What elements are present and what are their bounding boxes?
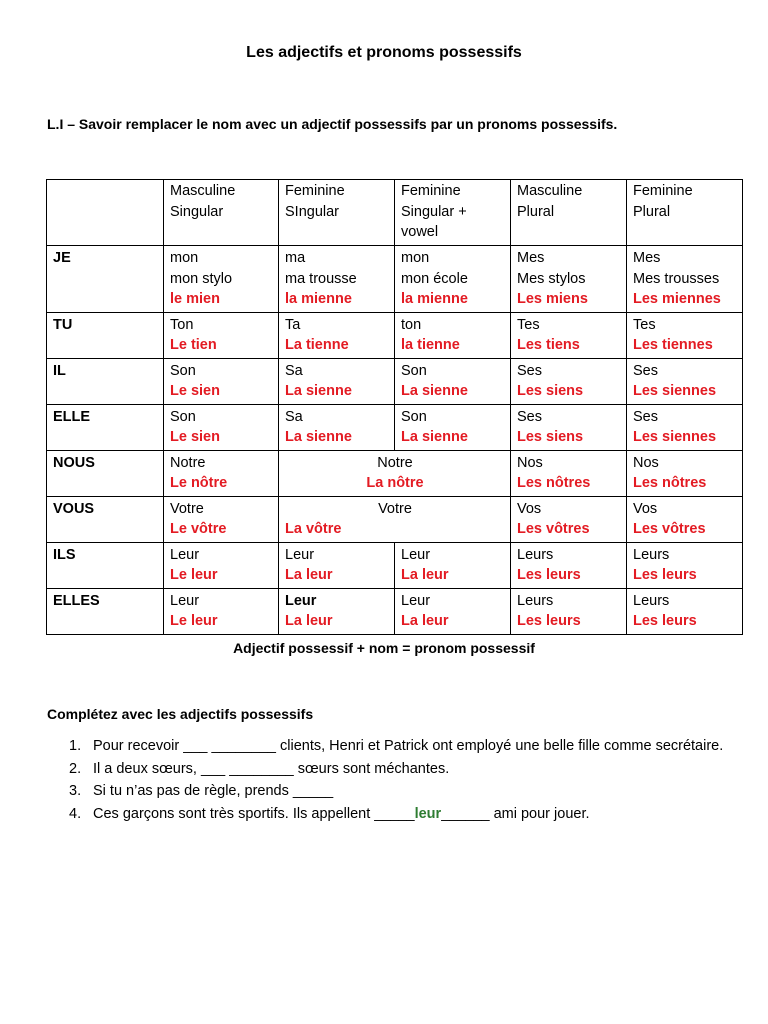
table-cell: Ta La tienne bbox=[279, 312, 395, 358]
table-cell: Sa La sienne bbox=[279, 404, 395, 450]
table-cell: Ton Le tien bbox=[164, 312, 279, 358]
table-cell: Leur La leur bbox=[279, 588, 395, 634]
table-cell: Sa La sienne bbox=[279, 358, 395, 404]
pronoun-label: ELLES bbox=[47, 588, 164, 634]
table-cell: Nos Les nôtres bbox=[511, 450, 627, 496]
exercise-item bbox=[47, 735, 737, 758]
table-cell: Ses Les siens bbox=[511, 404, 627, 450]
pronoun-label: JE bbox=[47, 246, 164, 313]
table-cell: Notre Le nôtre bbox=[164, 450, 279, 496]
pronoun-label: IL bbox=[47, 358, 164, 404]
table-cell: Leur Le leur bbox=[164, 542, 279, 588]
exercise-item bbox=[47, 758, 737, 781]
item-text: Si tu n’as pas de règle, prends _____ bbox=[93, 783, 334, 799]
exercise-item bbox=[47, 803, 737, 826]
header-feminine-singular-vowel: Feminine Singular + vowel bbox=[395, 180, 511, 246]
table-cell: Leur Le leur bbox=[164, 588, 279, 634]
item-text: Pour recevoir ___ ________ clients, Henri et Patrick ont employé une belle fille comme secrétaire. bbox=[93, 738, 724, 754]
item-text-after: ______ ami pour jouer. bbox=[441, 805, 590, 822]
learning-objective: L.I – Savoir remplacer le nom avec un adjectif possessifs par un pronoms possessifs. bbox=[47, 116, 618, 132]
item-text: Il a deux sœurs, ___ ________ sœurs sont méchantes. bbox=[93, 760, 450, 777]
formula-line: Adjectif possessif + nom = pronom possessif bbox=[233, 640, 535, 656]
table-cell: Tes Les tiennes bbox=[627, 312, 743, 358]
table-cell: ton la tienne bbox=[395, 312, 511, 358]
table-cell: Mes Mes trousses Les miennes bbox=[627, 246, 743, 313]
table-cell: Vos Les vôtres bbox=[511, 496, 627, 542]
table-cell: mon mon stylo le mien bbox=[164, 246, 279, 313]
header-masculine-singular: Masculine Singular bbox=[164, 180, 279, 246]
table-cell: Leurs Les leurs bbox=[511, 542, 627, 588]
table-cell: Tes Les tiens bbox=[511, 312, 627, 358]
pronoun-label: NOUS bbox=[47, 450, 164, 496]
table-cell: Votre Le vôtre bbox=[164, 496, 279, 542]
table-row-nous bbox=[47, 450, 743, 496]
item-number: 1. bbox=[69, 738, 82, 754]
table-cell: Son Le sien bbox=[164, 358, 279, 404]
header-masculine-plural: Masculine Plural bbox=[511, 180, 627, 246]
item-number: 2. bbox=[69, 760, 82, 777]
table-row-tu bbox=[47, 312, 743, 358]
pronoun-label: TU bbox=[47, 312, 164, 358]
table-row-elles bbox=[47, 588, 743, 634]
table-row-il bbox=[47, 358, 743, 404]
table-cell-merged: Notre La nôtre bbox=[279, 450, 511, 496]
item-number: 3. bbox=[69, 783, 82, 799]
item-number: 4. bbox=[69, 805, 82, 822]
table-cell: Ses Les siens bbox=[511, 358, 627, 404]
item-text-before: Ces garçons sont très sportifs. Ils appellent _____ bbox=[93, 805, 415, 822]
table-row-vous bbox=[47, 496, 743, 542]
table-cell: Son La sienne bbox=[395, 358, 511, 404]
table-cell: Son La sienne bbox=[395, 404, 511, 450]
table-cell: Leurs Les leurs bbox=[511, 588, 627, 634]
exercise-list bbox=[47, 735, 737, 825]
table-cell: Ses Les siennes bbox=[627, 358, 743, 404]
table-cell: mon mon école la mienne bbox=[395, 246, 511, 313]
table-row-ils bbox=[47, 542, 743, 588]
header-feminine-singular: Feminine SIngular bbox=[279, 180, 395, 246]
pronoun-label: ELLE bbox=[47, 404, 164, 450]
exercise-heading: Complétez avec les adjectifs possessifs bbox=[47, 706, 314, 722]
pronoun-label: ILS bbox=[47, 542, 164, 588]
table-cell: Leurs Les leurs bbox=[627, 588, 743, 634]
table-cell: Leur La leur bbox=[395, 588, 511, 634]
table-cell: ma ma trousse la mienne bbox=[279, 246, 395, 313]
header-feminine-plural: Feminine Plural bbox=[627, 180, 743, 246]
table-cell: Vos Les vôtres bbox=[627, 496, 743, 542]
table-cell: Leurs Les leurs bbox=[627, 542, 743, 588]
table-cell: Nos Les nôtres bbox=[627, 450, 743, 496]
table-header-row bbox=[47, 180, 743, 246]
exercise-item bbox=[47, 780, 737, 803]
table-cell: Ses Les siennes bbox=[627, 404, 743, 450]
table-cell: Leur La leur bbox=[395, 542, 511, 588]
pronoun-label: VOUS bbox=[47, 496, 164, 542]
table-cell: Mes Mes stylos Les miens bbox=[511, 246, 627, 313]
page-title: Les adjectifs et pronoms possessifs bbox=[246, 44, 522, 61]
table-cell-merged: Votre La vôtre bbox=[279, 496, 511, 542]
table-cell: Leur La leur bbox=[279, 542, 395, 588]
header-empty-cell bbox=[47, 180, 164, 246]
possessives-table bbox=[46, 179, 743, 635]
table-row-je bbox=[47, 246, 743, 313]
filled-answer: leur bbox=[414, 805, 442, 822]
table-cell: Son Le sien bbox=[164, 404, 279, 450]
table-row-elle bbox=[47, 404, 743, 450]
